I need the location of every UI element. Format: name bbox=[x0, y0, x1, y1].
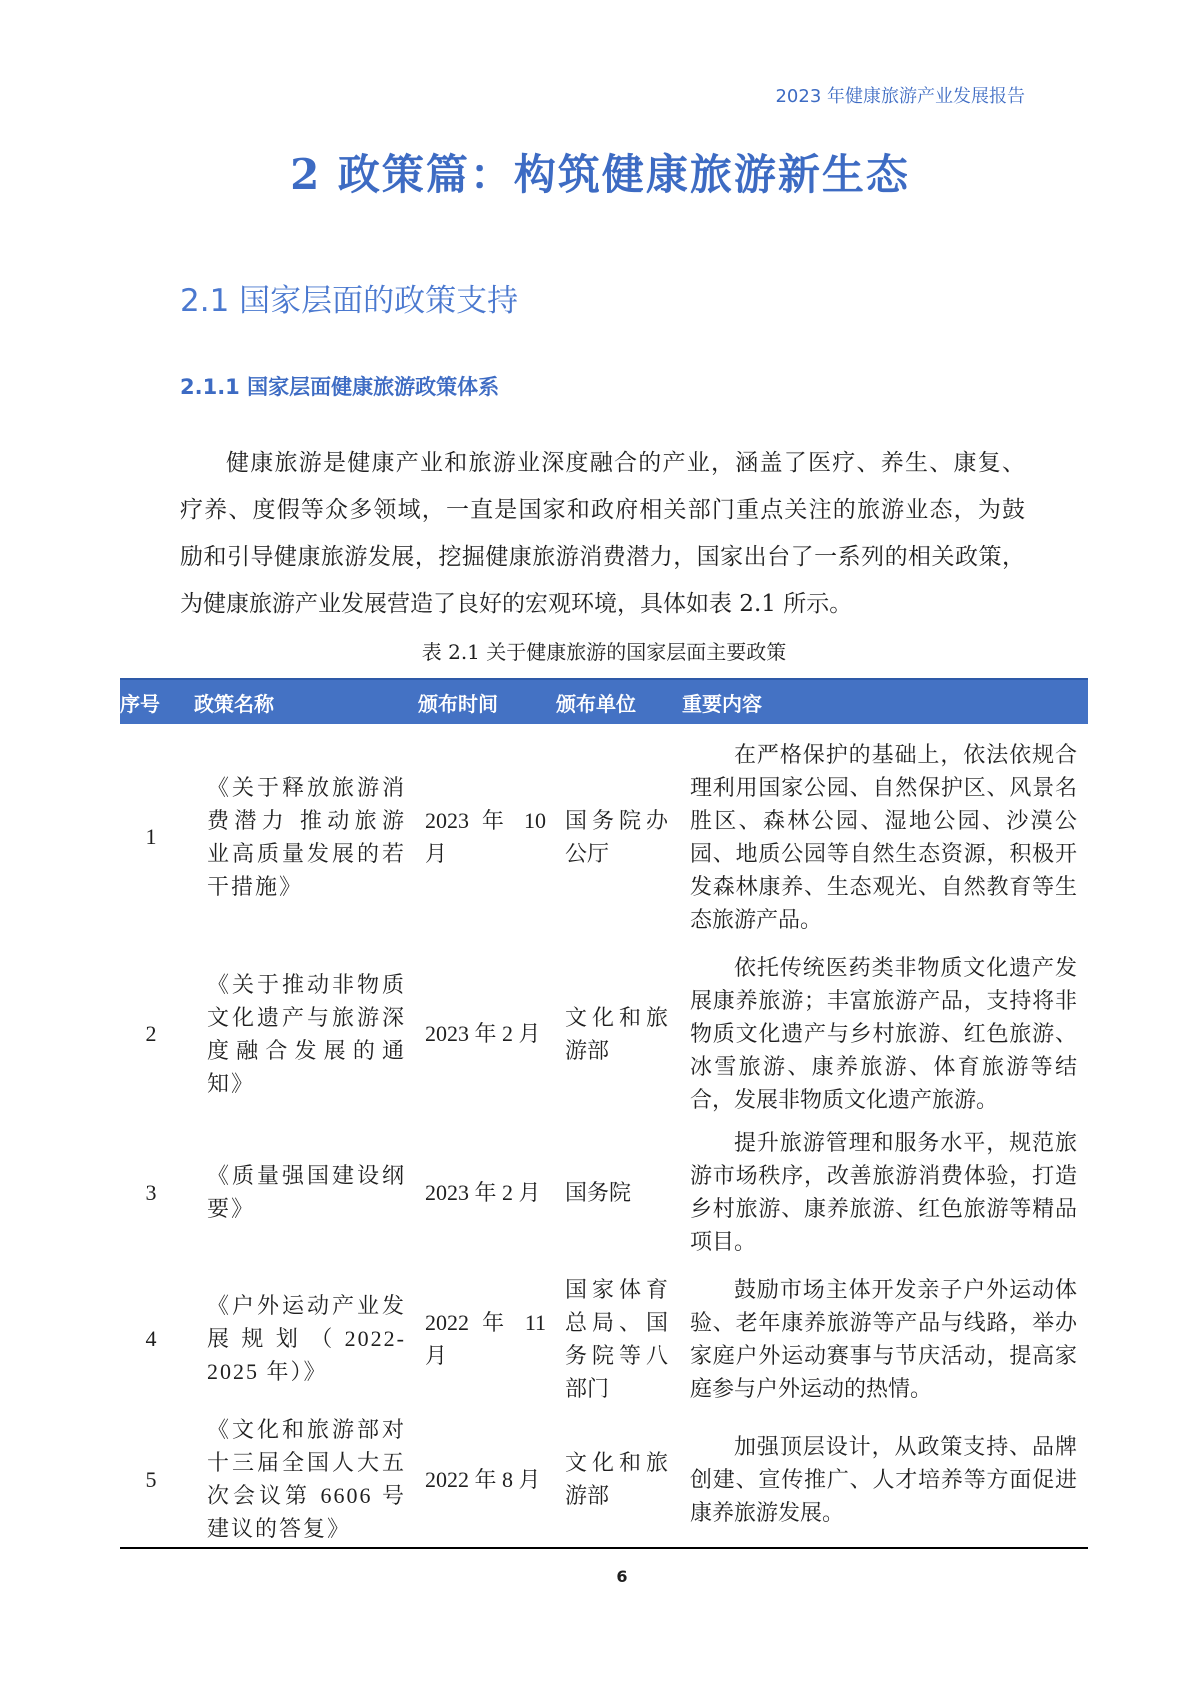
cell-issuer: 国务院 bbox=[565, 1179, 632, 1205]
cell-number: 2 bbox=[145, 1021, 157, 1046]
column-header-key-content: 重要内容 bbox=[682, 679, 1088, 724]
cell-number: 4 bbox=[145, 1326, 157, 1351]
cell-number: 5 bbox=[120, 1411, 194, 1548]
column-header-issue-date: 颁布时间 bbox=[418, 679, 556, 724]
cell-key-content: 在严格保护的基础上，依法依规合理利用国家公园、自然保护区、风景名胜区、森林公园、湿地公园、沙漠公园、地质公园等自然生态资源，积极开发森林康养、生态观光、自然教育等生态旅游产品。 bbox=[690, 741, 1077, 932]
cell-number: 1 bbox=[145, 824, 157, 849]
cell-key-content: 依托传统医药类非物质文化遗产发展康养旅游；丰富旅游产品，支持将非物质文化遗产与乡村旅游、红色旅游、冰雪旅游、康养旅游、体育旅游等结合，发展非物质文化遗产旅游。 bbox=[690, 955, 1077, 1112]
cell-policy-name: 《文化和旅游部对十三届全国人大五次会议第 6606 号建议的答复》 bbox=[194, 1411, 418, 1548]
section-heading: 2.1 国家层面的政策支持 bbox=[180, 283, 519, 319]
table-block bbox=[120, 634, 1088, 1589]
cell-number: 3 bbox=[145, 1179, 157, 1205]
table-row bbox=[120, 724, 1088, 949]
cell-issuer: 文化和旅游部 bbox=[556, 1411, 682, 1548]
running-header: 2023 年健康旅游产业发展报告 bbox=[775, 86, 1025, 107]
table-header-row bbox=[120, 679, 1088, 724]
cell-key-content: 加强顶层设计，从政策支持、品牌创建、宣传推广、人才培养等方面促进康养旅游发展。 bbox=[682, 1411, 1088, 1548]
table-caption: 表 2.1 关于健康旅游的国家层面主要政策 bbox=[421, 640, 787, 664]
cell-policy-name: 《户外运动产业发展规划（2022-2025 年）》 bbox=[207, 1293, 406, 1384]
paragraph-line: 为健康旅游产业发展营造了良好的宏观环境，具体如表 2.1 所示。 bbox=[180, 591, 853, 617]
policy-table bbox=[120, 678, 1088, 1549]
cell-policy-name: 《质量强国建设纲要》 bbox=[207, 1163, 406, 1221]
table-row bbox=[120, 1411, 1088, 1548]
body-paragraph bbox=[180, 440, 1025, 628]
cell-issue-date: 2023 年 2 月 bbox=[425, 1179, 541, 1205]
cell-key-content: 提升旅游管理和服务水平，规范旅游市场秩序，改善旅游消费体验，打造乡村旅游、康养旅游、红色旅游等精品项目。 bbox=[690, 1130, 1077, 1254]
cell-issuer: 文化和旅游部 bbox=[565, 1004, 668, 1063]
column-header-issuer: 颁布单位 bbox=[556, 679, 682, 724]
cell-key-content: 鼓励市场主体开发亲子户外运动体验、老年康养旅游等产品与线路，举办家庭户外运动赛事与节庆活动，提高家庭参与户外运动的热情。 bbox=[690, 1276, 1077, 1401]
table-row bbox=[120, 1118, 1088, 1266]
column-header-policy-name: 政策名称 bbox=[194, 679, 418, 724]
cell-policy-name: 《关于推动非物质文化遗产与旅游深度融合发展的通知》 bbox=[207, 971, 406, 1096]
paragraph-line: 健康旅游是健康产业和旅游业深度融合的产业，涵盖了医疗、养生、康复、 bbox=[226, 450, 1025, 476]
chapter-title: 2 政策篇：构筑健康旅游新生态 bbox=[290, 150, 910, 199]
cell-issuer: 国务院办公厅 bbox=[565, 807, 668, 866]
paragraph-line: 励和引导健康旅游发展，挖掘健康旅游消费潜力，国家出台了一系列的相关政策， bbox=[180, 544, 1025, 570]
page-number: 6 bbox=[616, 1567, 628, 1586]
column-header-number: 序号 bbox=[120, 679, 194, 724]
cell-issue-date: 2023 年 10 月 bbox=[425, 807, 546, 866]
table-row bbox=[120, 1266, 1088, 1411]
paragraph-line: 疗养、度假等众多领域，一直是国家和政府相关部门重点关注的旅游业态，为鼓 bbox=[180, 497, 1025, 523]
subsection-heading: 2.1.1 国家层面健康旅游政策体系 bbox=[180, 375, 500, 399]
cell-issuer: 国家体育总局、国务院等八部门 bbox=[565, 1276, 668, 1401]
cell-issue-date: 2022 年 11 月 bbox=[425, 1309, 546, 1368]
cell-issue-date: 2023 年 2 月 bbox=[425, 1021, 541, 1046]
cell-policy-name: 《关于释放旅游消费潜力 推动旅游业高质量发展的若干措施》 bbox=[207, 774, 406, 899]
cell-issue-date: 2022 年 8 月 bbox=[418, 1411, 556, 1548]
table-row bbox=[120, 949, 1088, 1118]
